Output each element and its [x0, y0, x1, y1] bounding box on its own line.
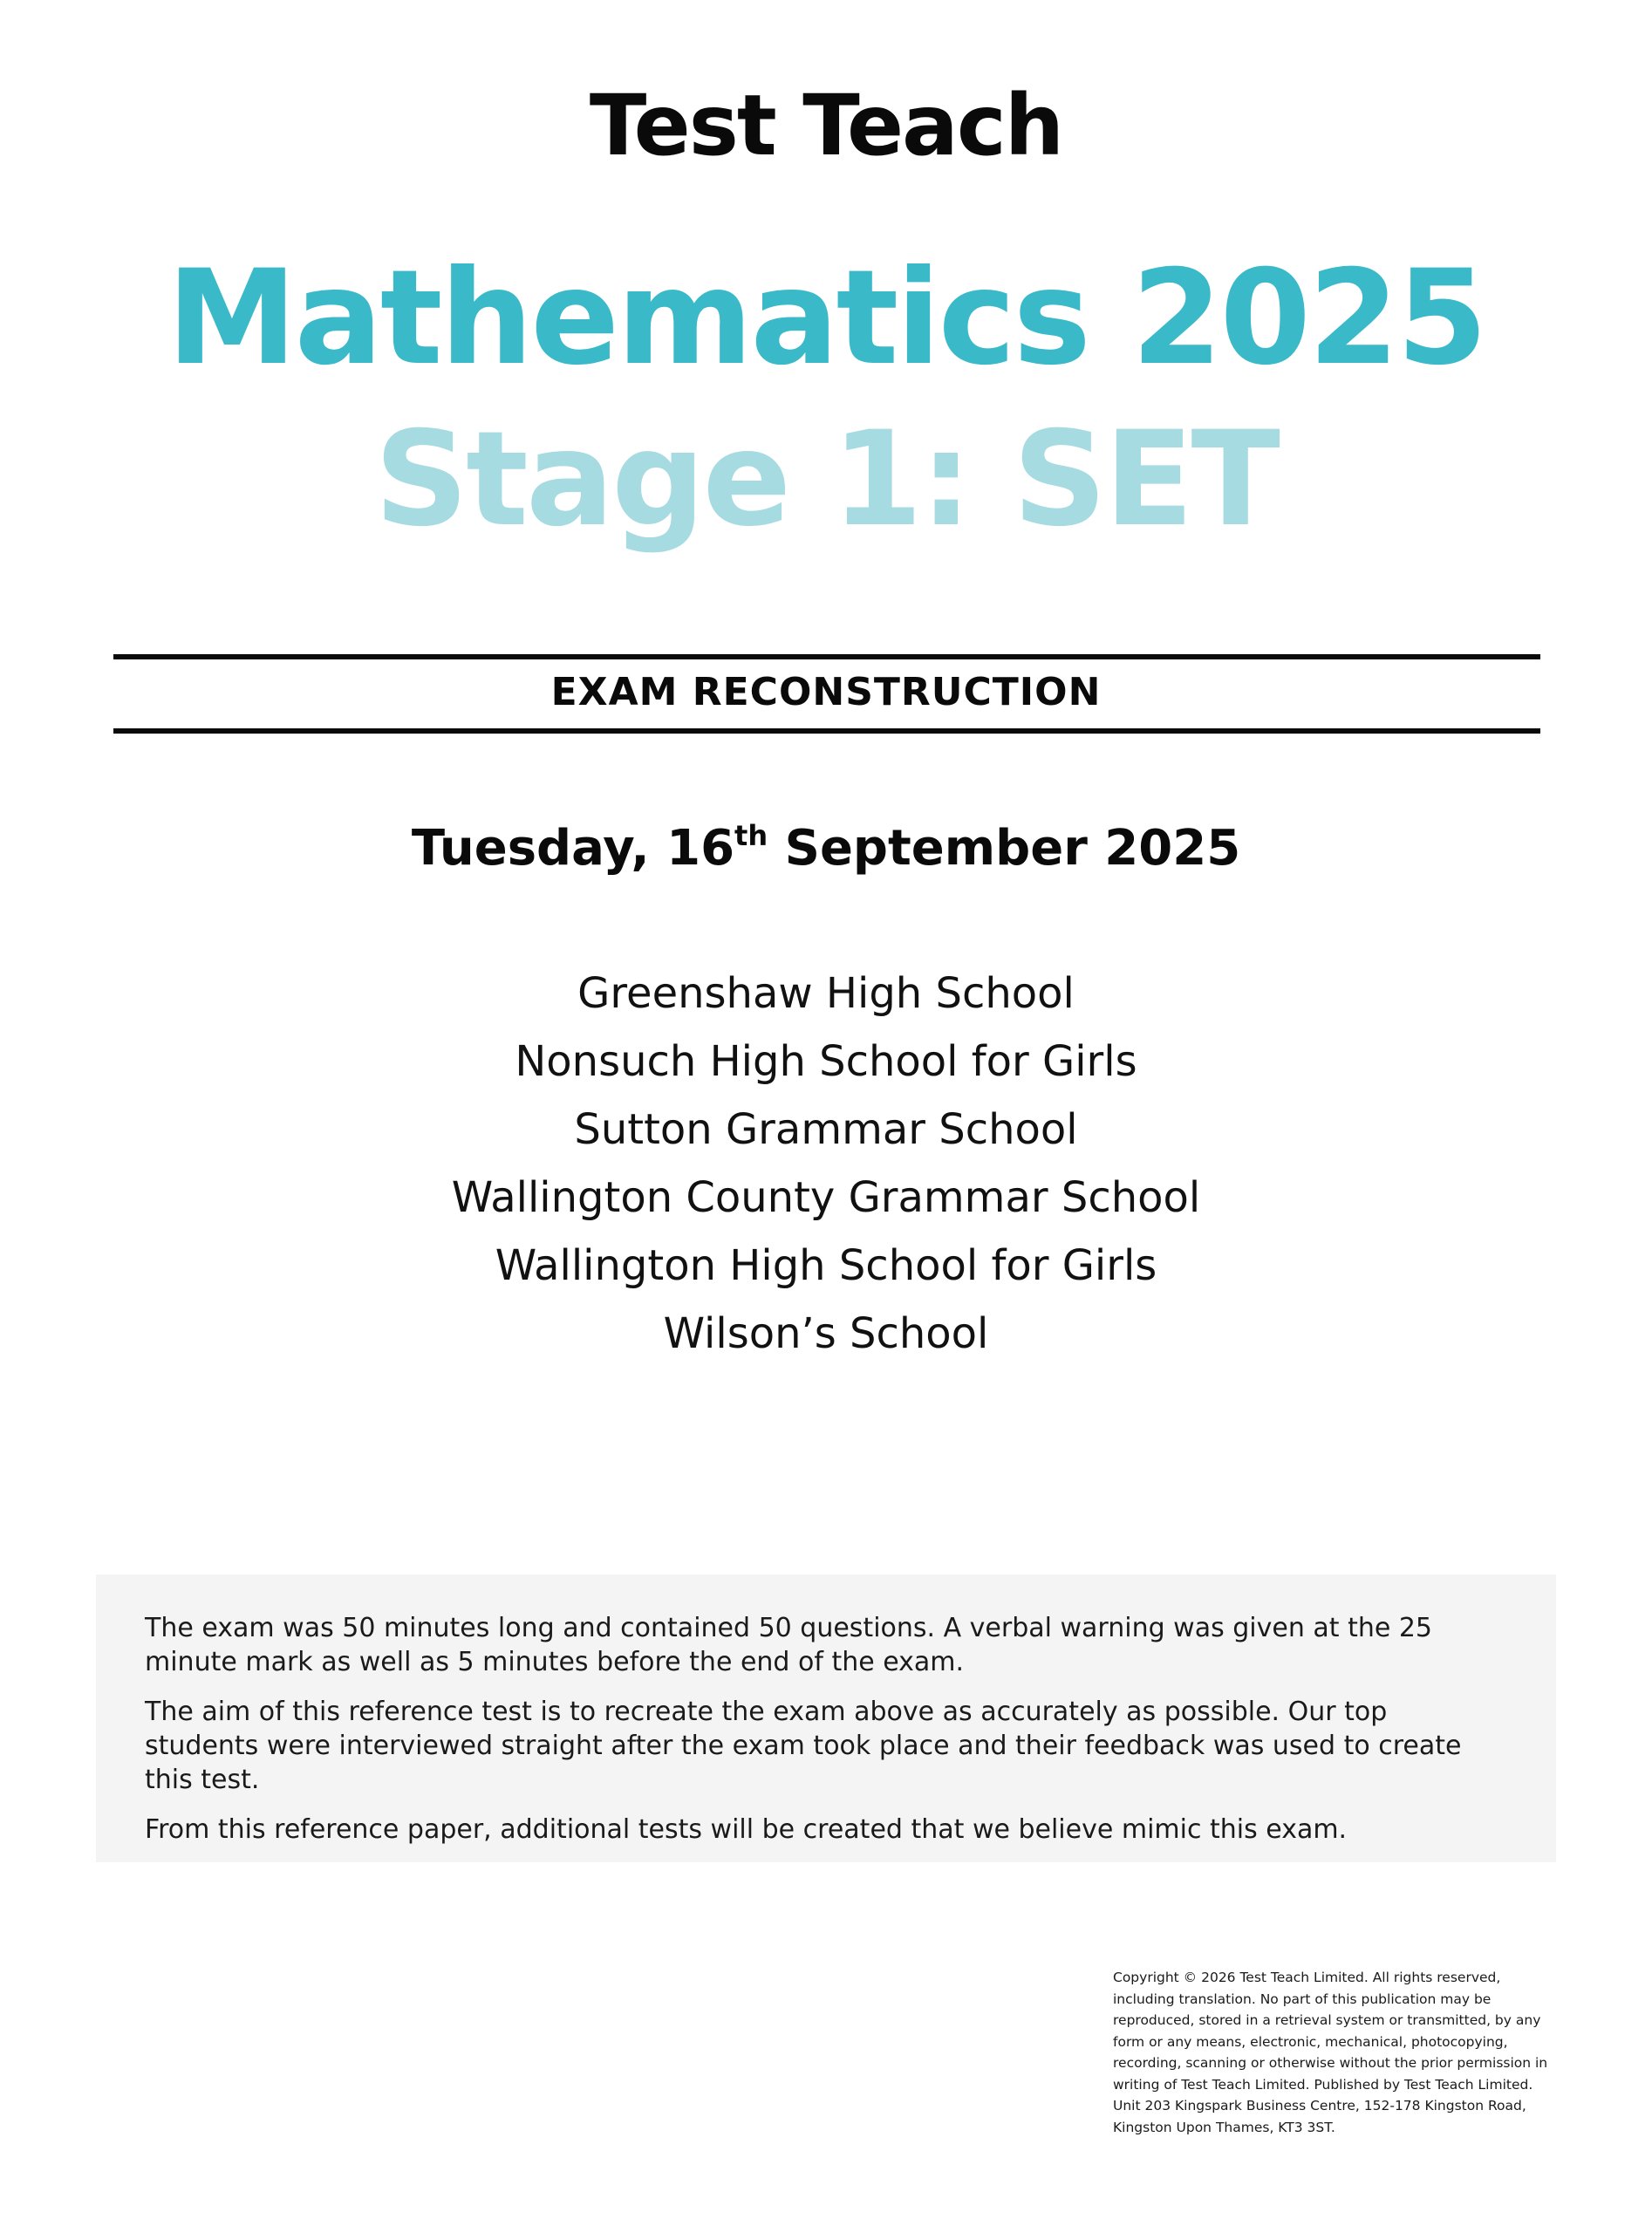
school-item: Sutton Grammar School — [574, 1105, 1078, 1154]
exam-date-month-year: September 2025 — [768, 820, 1241, 877]
divider-bottom — [113, 728, 1540, 734]
school-item: Wallington County Grammar School — [451, 1173, 1201, 1222]
copyright-notice: Copyright © 2026 Test Teach Limited. All rights reserved, including translation. No part of this publication may be reproduced, stored in a retrieval system or transmitted, by any form or any means, electronic, mechanical, photocopying, recording, scanning or otherwise without the prior permission in writing of Test Teach Limited. Published by Test Teach Limited. Unit 203 Kingspark Business Centre, 152-178 Kingston Road, Kingston Upon Thames, KT3 3ST. — [1113, 1970, 1548, 2135]
section-label: EXAM RECONSTRUCTION — [550, 670, 1102, 714]
school-list — [0, 959, 1652, 1368]
school-item: Wilson’s School — [663, 1309, 989, 1358]
info-paragraph: From this reference paper, additional tests will be created that we believe mimic this exam. — [145, 1814, 1348, 1845]
exam-title: Mathematics 2025 — [167, 242, 1485, 394]
info-paragraph: The aim of this reference test is to recreate the exam above as accurately as possible. Our top students were interviewed straight after the exam took place and their feedback was used to create this test. — [145, 1697, 1462, 1795]
school-item: Wallington High School for Girls — [495, 1241, 1157, 1290]
brand-logo-text: Test Teach — [589, 77, 1063, 174]
exam-date — [0, 820, 1652, 877]
exam-date-ordinal: th — [734, 819, 768, 852]
info-paragraph: The exam was 50 minutes long and contained 50 questions. A verbal warning was given at the 25 minute mark as well as 5 minutes before the end of the exam. — [145, 1613, 1433, 1677]
school-item: Nonsuch High School for Girls — [515, 1037, 1137, 1086]
divider-top — [113, 654, 1540, 659]
exam-subtitle: Stage 1: SET — [374, 404, 1278, 556]
exam-date-day: Tuesday, 16 — [411, 820, 735, 877]
school-item: Greenshaw High School — [577, 969, 1075, 1018]
exam-info-box — [96, 1574, 1556, 1862]
